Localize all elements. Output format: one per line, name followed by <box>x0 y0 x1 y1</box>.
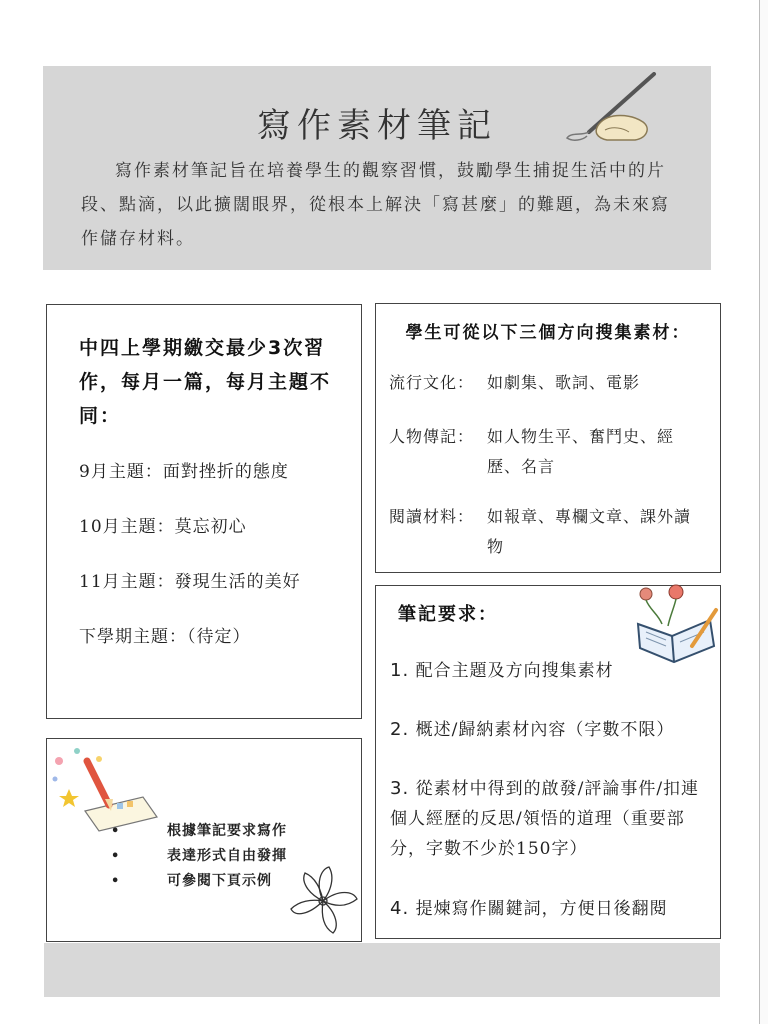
source-text: 如人物生平、奮鬥史、經歷、名言 <box>487 427 675 476</box>
source-label: 流行文化： <box>389 373 475 392</box>
requirement-text: 從素材中得到的啟發/評論事件/扣連個人經歷的反思/領悟的道理（重要部分，字數不少於150字） <box>390 779 700 859</box>
requirements-heading: 筆記要求： <box>398 604 498 625</box>
source-text: 如報章、專欄文章、課外讀物 <box>487 507 692 556</box>
source-text: 如劇集、歌詞、電影 <box>487 373 641 392</box>
requirement-number: 2. <box>390 719 410 740</box>
bullet: • <box>111 824 121 839</box>
writing-note-text: 可參閱下頁示例 <box>167 873 272 889</box>
schedule-heading: 中四上學期繳交最少3次習作，每月一篇，每月主題不同： <box>79 337 332 427</box>
writing-note-text: 表達形式自由發揮 <box>167 848 287 864</box>
sources-box <box>375 303 721 573</box>
writing-note-item <box>111 844 287 869</box>
flower-sketch-icon <box>285 863 361 939</box>
writing-note-item <box>111 819 287 844</box>
source-label: 人物傳記： <box>389 427 475 446</box>
requirement-item <box>390 715 715 745</box>
theme-september: 9月主題：面對挫折的態度 <box>79 462 289 482</box>
requirement-item <box>390 656 715 686</box>
requirement-text: 提煉寫作關鍵詞，方便日後翻閱 <box>415 899 668 919</box>
requirement-text: 概述/歸納素材內容（字數不限） <box>415 720 675 740</box>
sources-heading: 學生可從以下三個方向搜集素材： <box>405 323 691 343</box>
header-panel <box>43 66 711 270</box>
footer-band <box>44 943 720 997</box>
requirement-text: 配合主題及方向搜集素材 <box>415 661 614 681</box>
theme-next-term: 下學期主題：（待定） <box>79 627 251 647</box>
source-item <box>389 502 702 562</box>
intro-paragraph: 寫作素材筆記旨在培養學生的觀察習慣，鼓勵學生捕捉生活中的片段、點滴，以此擴闊眼界，從根本上解決「寫甚麼」的難題，為未來寫作儲存材料。 <box>81 161 670 249</box>
requirement-item <box>390 894 715 924</box>
bullet: • <box>111 874 121 889</box>
book-flowers-icon <box>632 584 722 666</box>
theme-november: 11月主題：發現生活的美好 <box>79 572 301 592</box>
requirement-number: 1. <box>390 660 410 681</box>
requirement-number: 4. <box>390 898 410 919</box>
schedule-box <box>46 304 362 719</box>
theme-october: 10月主題：莫忘初心 <box>79 517 247 537</box>
requirement-number: 3. <box>390 778 410 799</box>
source-item <box>389 422 702 482</box>
writing-note-text: 根據筆記要求寫作 <box>167 823 287 839</box>
writing-notes-box <box>46 738 362 942</box>
requirements-box <box>375 585 721 939</box>
page-edge <box>759 0 768 1024</box>
requirement-item <box>390 774 715 864</box>
writing-notes-list <box>111 819 287 894</box>
writing-note-item <box>111 869 287 894</box>
bullet: • <box>111 849 121 864</box>
quill-hand-icon <box>559 72 659 202</box>
source-label: 閱讀材料： <box>389 507 475 526</box>
page-title: 寫作素材筆記 <box>257 106 497 146</box>
source-item <box>389 368 702 398</box>
